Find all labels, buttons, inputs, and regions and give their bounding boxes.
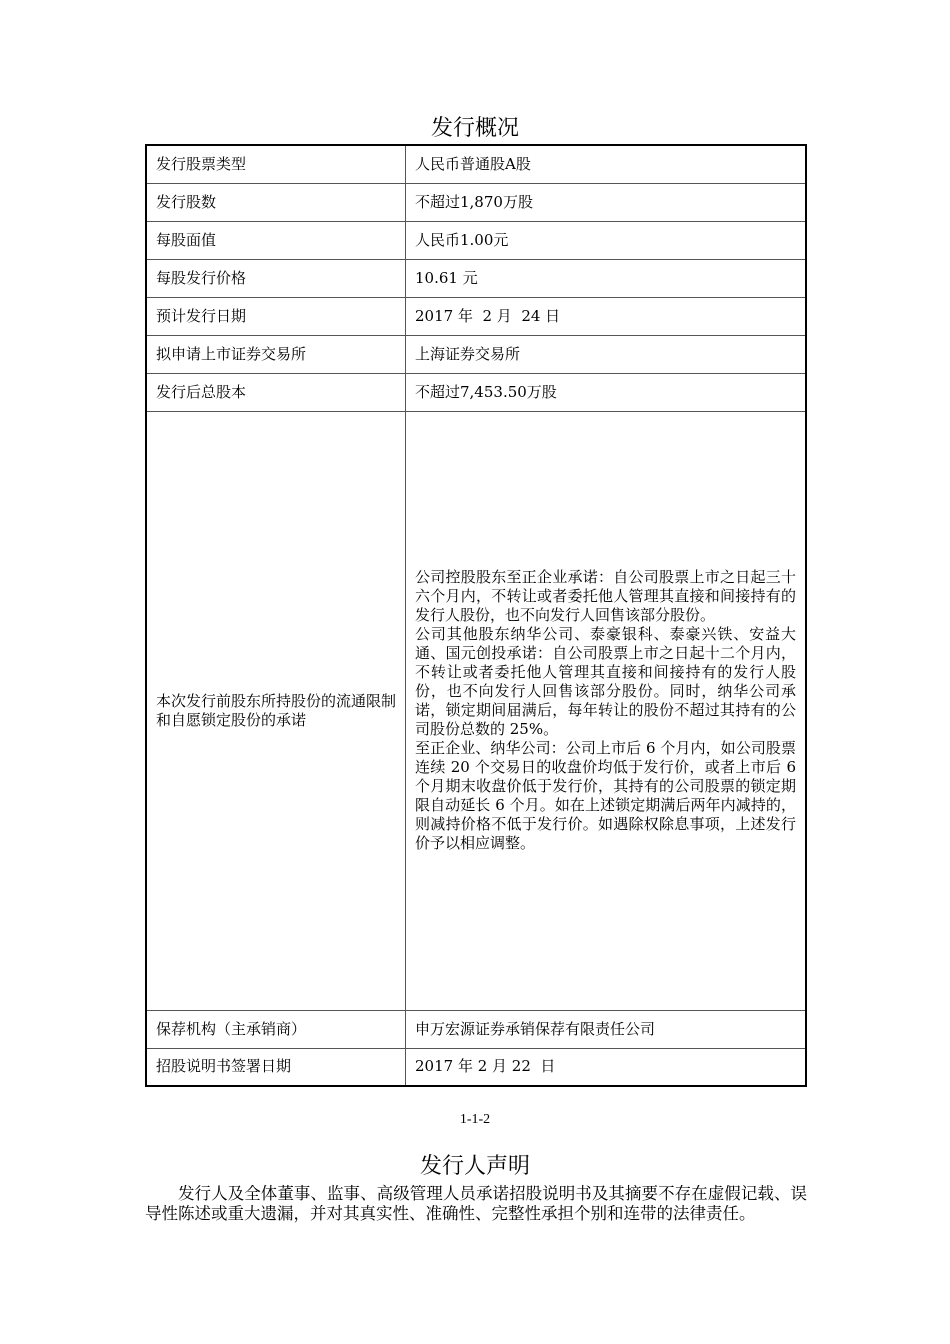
lockup-commitments: [406, 411, 807, 1010]
row-value: 10.61 元: [406, 259, 807, 297]
table-row: [146, 183, 806, 221]
overview-table: [145, 144, 807, 1087]
row-label: 每股发行价格: [146, 259, 406, 297]
table-row-lockup: [146, 411, 806, 1010]
row-value: 2017 年 2 月 24 日: [406, 297, 807, 335]
row-value: 人民币普通股A股: [406, 145, 807, 183]
page-number: 1-1-2: [459, 1112, 491, 1127]
row-label: 保荐机构（主承销商）: [146, 1010, 406, 1048]
lockup-label: 本次发行前股东所持股份的流通限制和自愿锁定股份的承诺: [146, 411, 406, 1010]
row-label: 预计发行日期: [146, 297, 406, 335]
table-row: [146, 373, 806, 411]
overview-title: 发行概况: [430, 116, 519, 141]
table-row: [146, 259, 806, 297]
commitment-paragraph: 公司控股股东至正企业承诺：自公司股票上市之日起三十六个月内，不转让或者委托他人管理其直接和间接持有的发行人股份，也不向发行人回售该部分股份。: [415, 568, 796, 624]
row-value: 2017 年 2 月 22 日: [406, 1048, 807, 1086]
table-row: [146, 1010, 806, 1048]
row-label: 招股说明书签署日期: [146, 1048, 406, 1086]
row-value: 不超过1,870万股: [406, 183, 807, 221]
commitment-paragraph: 至正企业、纳华公司：公司上市后 6 个月内，如公司股票连续 20 个交易日的收盘价均低于发行价，或者上市后 6 个月期末收盘价低于发行价，其持有的公司股票的锁定期限自动延长 6 个月。如在上述锁定期满后两年内减持的，则减持价格不低于发行价。如遇除权除息事项，上述发行价予以相应调整。: [415, 739, 796, 852]
row-value: 人民币1.00元: [406, 221, 807, 259]
row-label: 发行股票类型: [146, 145, 406, 183]
row-label: 拟申请上市证券交易所: [146, 335, 406, 373]
declaration-body: 发行人及全体董事、监事、高级管理人员承诺招股说明书及其摘要不存在虚假记载、误导性陈述或重大遗漏，并对其真实性、准确性、完整性承担个别和连带的法律责任。: [145, 1184, 807, 1223]
row-label: 发行股数: [146, 183, 406, 221]
table-row: [146, 221, 806, 259]
table-row: [146, 145, 806, 183]
table-row: [146, 335, 806, 373]
row-value: 申万宏源证券承销保荐有限责任公司: [406, 1010, 807, 1048]
commitment-paragraph: 公司其他股东纳华公司、泰豪银科、泰豪兴铁、安益大通、国元创投承诺：自公司股票上市之日起十二个月内，不转让或者委托他人管理其直接和间接持有的发行人股份，也不向发行人回售该部分股份。同时，纳华公司承诺，锁定期间届满后，每年转让的股份不超过其持有的公司股份总数的 25%。: [415, 625, 796, 738]
table-row: [146, 1048, 806, 1086]
row-value: 上海证券交易所: [406, 335, 807, 373]
declaration-title: 发行人声明: [419, 1154, 530, 1179]
row-label: 每股面值: [146, 221, 406, 259]
row-value: 不超过7,453.50万股: [406, 373, 807, 411]
table-row: [146, 297, 806, 335]
row-label: 发行后总股本: [146, 373, 406, 411]
